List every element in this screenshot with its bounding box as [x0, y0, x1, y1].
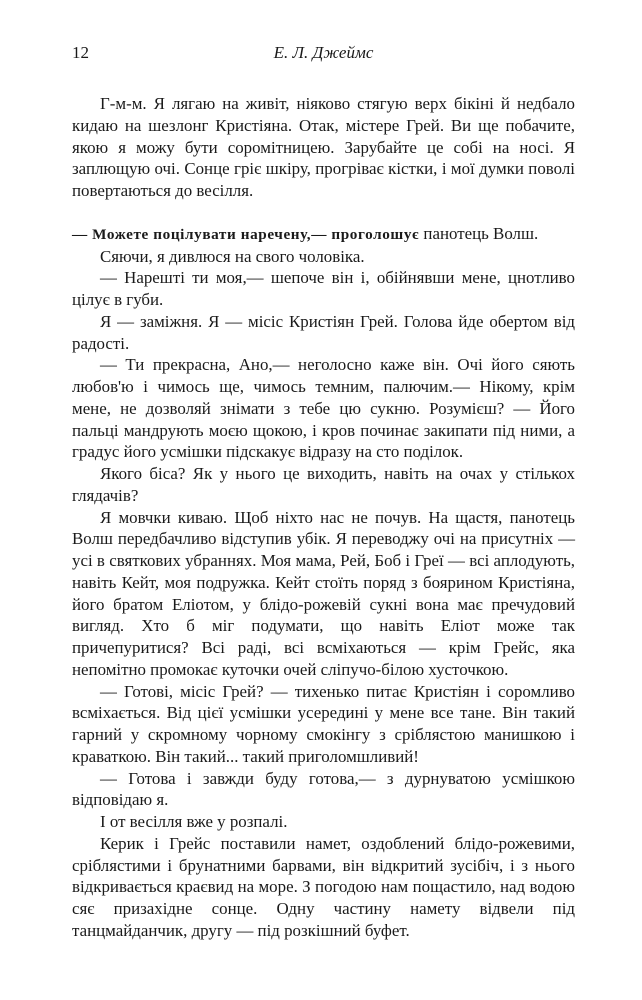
paragraph-8: Я мовчки киваю. Щоб ніхто нас не почув. На щастя, панотець Волш передбачливо відступив убік. Я переводжу очі на присутніх — усі в святкових убраннях. Моя мама, Рей, Боб і Греї — всі аплодують, навіть Кейт, моя подружка. Кейт стоїть поряд з боярином Кристіяна, його братом Еліотом, у блідо-рожевій сукні вона має пречудовий вигляд. Хто б міг подумати, що навіть Еліот може так причепуритися? Всі раді, всі всміхаються — крім Грейс, яка непомітно промокає куточки очей сліпучо-білою хусточкою. [72, 507, 575, 679]
paragraph-9: — Готові, місіс Грей? — тихенько питає Кристіян і соромливо всміхається. Від цієї усмішки усередині у мене все тане. Він такий гарний у скромному чорному смокінгу з сріблястою манишкою і краваткою. Він такий... такий приголомшливий! [72, 681, 575, 766]
paragraph-7: Якого біса? Як у нього це виходить, навіть на очах у стількох глядачів? [72, 464, 575, 505]
paragraph-6: — Ти прекрасна, Ано,— неголосно каже він. Очі його сяють любов'ю і чимось ще, чимось темним, палючим.— Нікому, крім мене, не дозволяй знімати з тебе цю сукню. Розумієш? — Його пальці мандрують моєю щокою, і кров починає закипати під ними, а градус його усмішки підскакує відразу на сто поділок. [72, 355, 575, 462]
paragraph-11: І от весілля вже у розпалі. [100, 812, 288, 831]
body-text [72, 93, 575, 942]
paragraph-10: — Готова і завжди буду готова,— з дурнуватою усмішкою відповідаю я. [72, 768, 575, 810]
paragraph-2 [72, 223, 575, 246]
paragraph-5: Я — заміжня. Я — місіс Кристіян Грей. Голова йде обертом від радості. [72, 311, 575, 353]
paragraph-4: — Нарешті ти моя,— шепоче він і, обійнявши мене, цнотливо цілує в губи. [72, 268, 575, 309]
page-number: 12 [72, 43, 89, 62]
paragraph-12: Керик і Грейс поставили намет, оздоблений блідо-рожевими, сріблястими і брунатними барвами, він відкритий зусібіч, і з нього відкривається краєвид на море. З погодою нам пощастило, над водою сяє призахідне сонце. Одну частину намету відвели під танцмайданчик, другу — під розкішний буфет. [72, 833, 575, 940]
page-header [72, 41, 575, 65]
paragraph-1: Г-м-м. Я лягаю на живіт, ніяково стягую верх бікіні й недбало кидаю на шезлонг Кристіяна. Отак, містере Грей. Ви ще побачите, якою я можу бути соромітницею. Зарубайте це собі на носі. Я заплющую очі. Сонце гріє шкіру, прогріває кістки, і мої думки поволі повертаються до весілля. [72, 94, 575, 200]
paragraph-2-rest: панотець Волш. [419, 223, 539, 243]
running-head: Е. Л. Джеймс [273, 43, 374, 62]
paragraph-3: Сяючи, я дивлюся на свого чоловіка. [100, 246, 365, 266]
small-caps-opening: — Можете поцілувати наречену,— проголошує [72, 225, 420, 243]
